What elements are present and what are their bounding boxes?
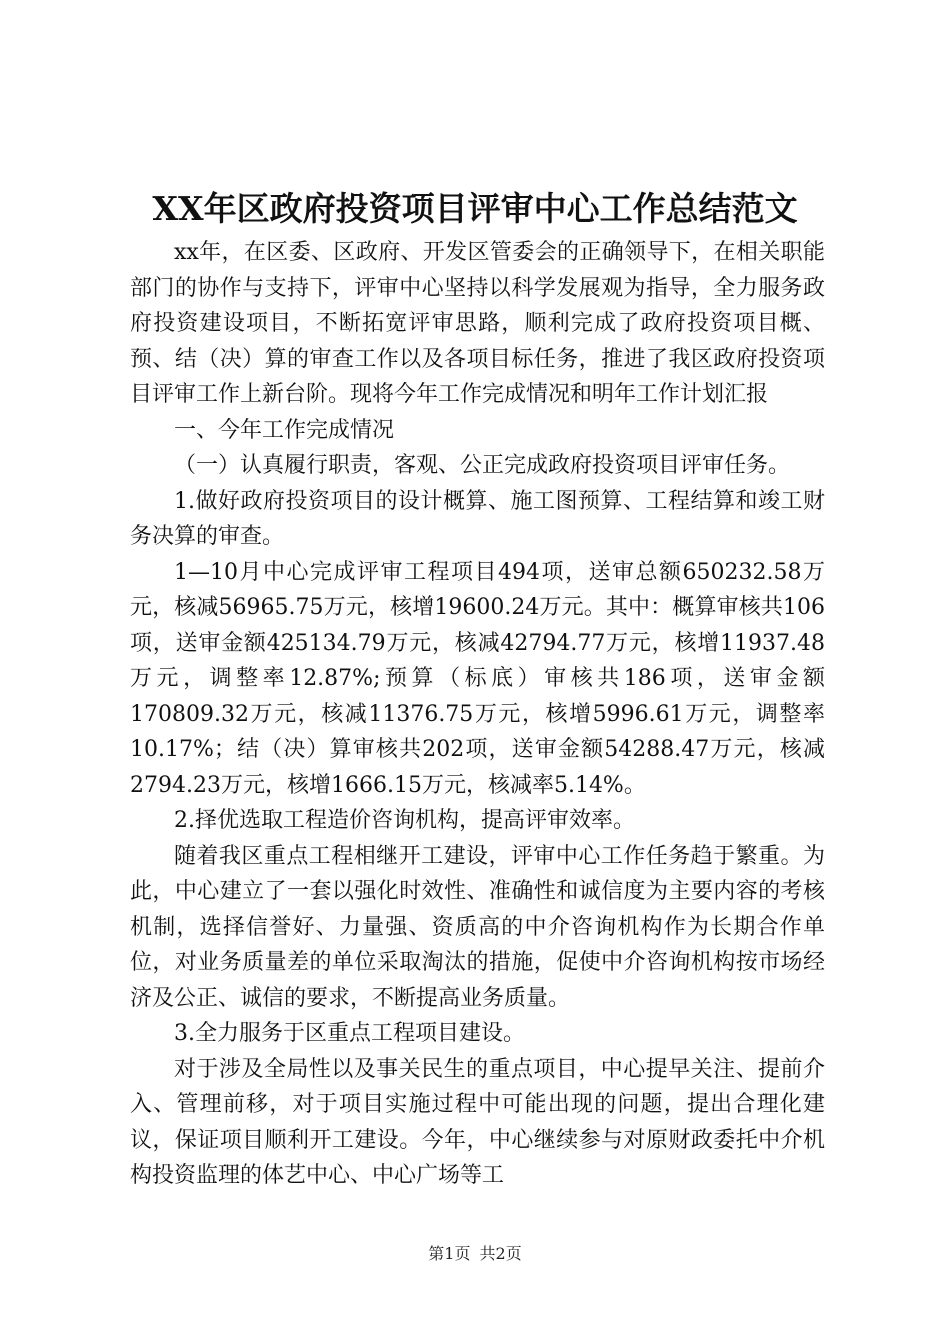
document-title: XX年区政府投资项目评审中心工作总结范文 [152, 189, 798, 228]
page-number: 第1页 [428, 1244, 471, 1263]
paragraph-statistics: 1—10月中心完成评审工程项目494项，送审总额650232.58万元，核减56965.75万元，核增19600.24万元。其中：概算审核共106项，送审金额425134.79万元，核减42794.77万元，核增11937.48万元，调整率12.87%;预算（标底）审核共186项，送审金额170809.32万元，核减11376.75万元，核增5996.61万元，调整率10.17%；结（决）算审核共202项，送审金额54288.47万元，核减2794.23万元，核增1666.15万元，核减率5.14%。 [130, 559, 825, 798]
item-heading-1: 1.做好政府投资项目的设计概算、施工图预算、工程结算和竣工财务决算的审查。 [130, 488, 825, 549]
paragraph-key-projects: 对于涉及全局性以及事关民生的重点项目，中心提早关注、提前介入、管理前移，对于项目实施过程中可能出现的问题，提出合理化建议，保证项目顺利开工建设。今年，中心继续参与对原财政委托中介机构投资监理的体艺中心、中心广场等工 [130, 1056, 825, 1188]
page-footer [0, 1242, 950, 1266]
section-heading-1: 一、今年工作完成情况 [174, 417, 395, 443]
paragraph-intro: xx年，在区委、区政府、开发区管委会的正确领导下，在相关职能部门的协作与支持下，评审中心坚持以科学发展观为指导，全力服务政府投资建设项目，不断拓宽评审思路，顺利完成了政府投资项目概、预、结（决）算的审查工作以及各项目标任务，推进了我区政府投资项目评审工作上新台阶。现将今年工作完成情况和明年工作计划汇报 [130, 240, 825, 407]
subsection-heading-1: （一）认真履行职责，客观、公正完成政府投资项目评审任务。 [174, 453, 791, 478]
item-heading-2: 2.择优选取工程造价咨询机构，提高评审效率。 [174, 808, 635, 833]
item-heading-3: 3.全力服务于区重点工程项目建设。 [174, 1021, 525, 1046]
document-body [130, 235, 825, 1194]
page-total: 共2页 [479, 1244, 522, 1263]
paragraph-consulting: 随着我区重点工程相继开工建设，评审中心工作任务趋于繁重。为此，中心建立了一套以强化时效性、准确性和诚信度为主要内容的考核机制，选择信誉好、力量强、资质高的中介咨询机构作为长期合作单位，对业务质量差的单位采取淘汰的措施，促使中介咨询机构按市场经济及公正、诚信的要求，不断提高业务质量。 [130, 843, 825, 1011]
